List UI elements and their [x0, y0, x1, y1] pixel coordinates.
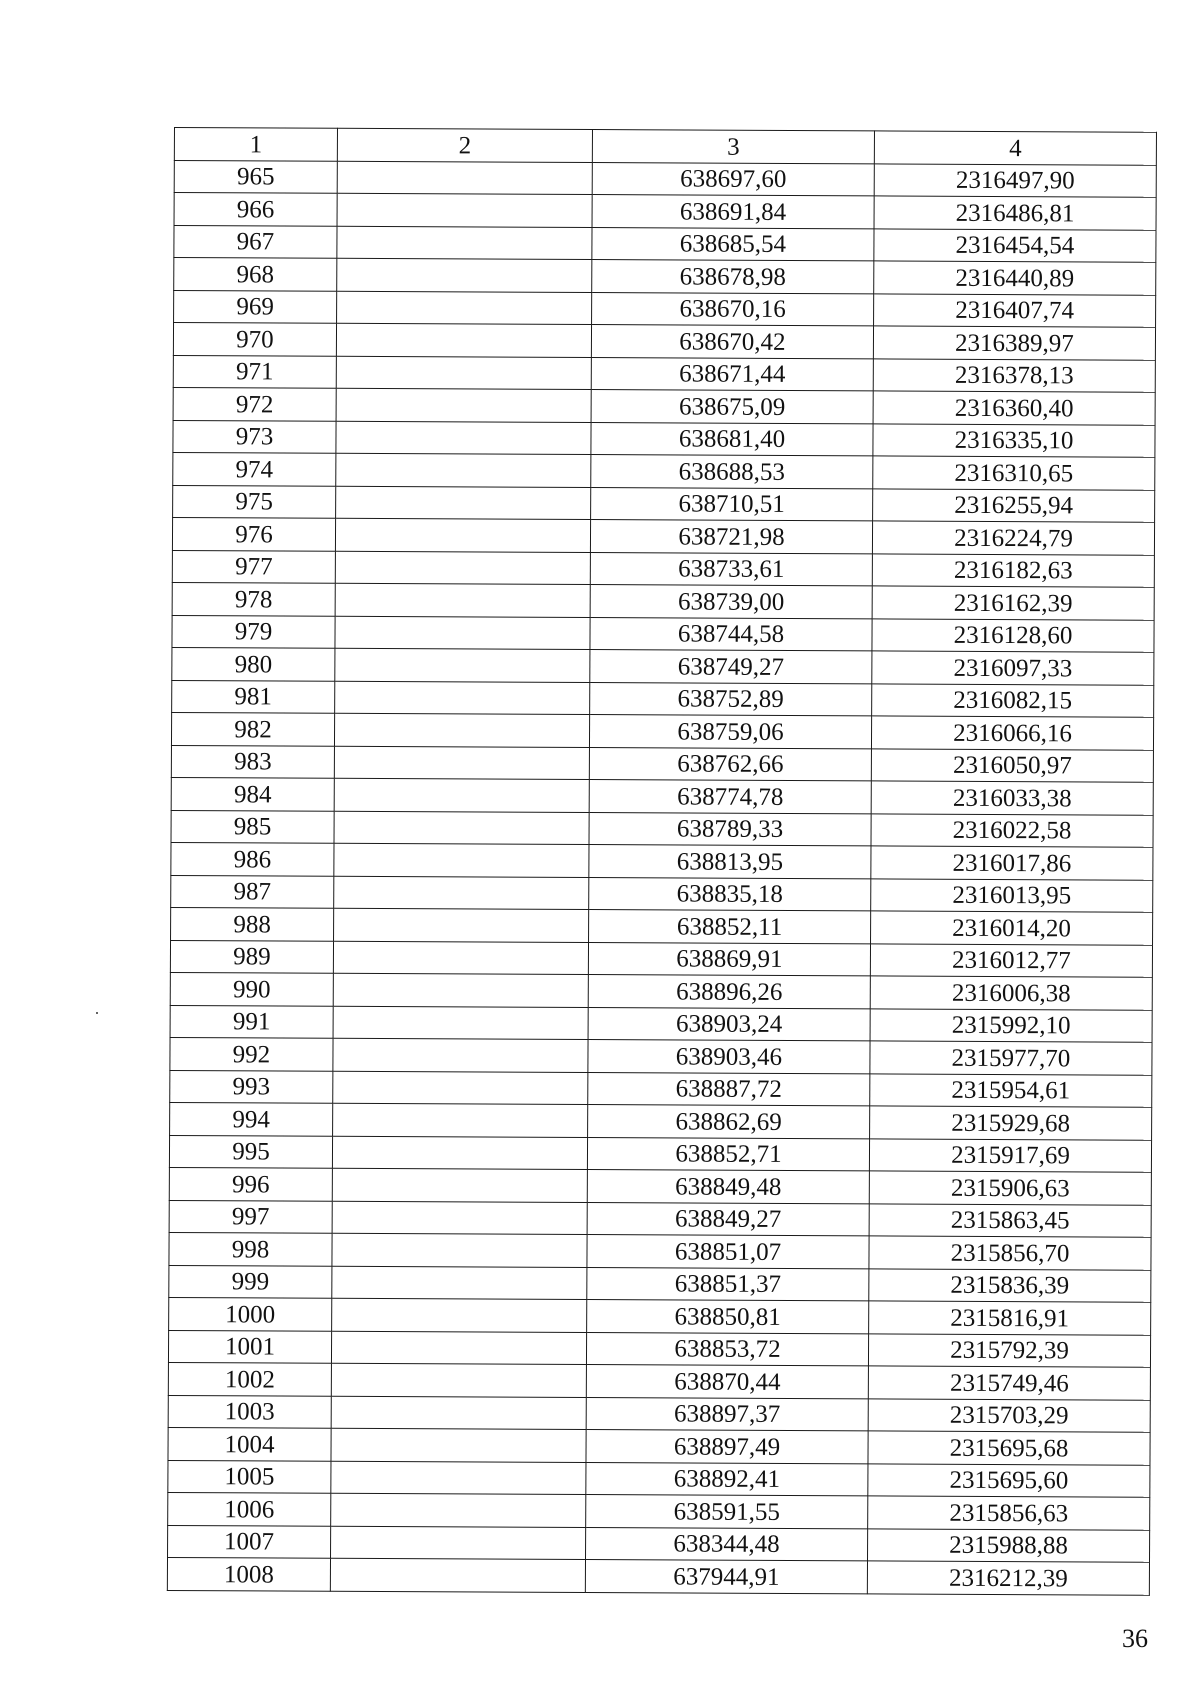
empty-cell [335, 583, 590, 617]
empty-cell [331, 1526, 586, 1560]
empty-cell [331, 1493, 586, 1527]
point-number-cell: 974 [173, 452, 336, 485]
point-number-cell: 983 [171, 745, 334, 778]
x-coordinate-cell: 638852,11 [589, 910, 871, 944]
point-number-cell: 1004 [168, 1427, 331, 1460]
x-coordinate-cell: 638744,58 [590, 617, 872, 651]
point-number-cell: 988 [171, 907, 334, 940]
table-row [174, 225, 1156, 262]
y-coordinate-cell: 2315856,70 [869, 1236, 1151, 1270]
table-row [171, 842, 1153, 879]
point-number-cell: 986 [171, 842, 334, 875]
point-number-cell: 1000 [169, 1297, 332, 1330]
empty-cell [333, 941, 588, 975]
x-coordinate-cell: 638752,89 [590, 682, 872, 716]
y-coordinate-cell: 2316022,58 [871, 813, 1153, 847]
table-row [173, 355, 1155, 392]
point-number-cell: 995 [169, 1135, 332, 1168]
y-coordinate-cell: 2315695,60 [868, 1463, 1150, 1497]
table-row [168, 1330, 1150, 1367]
y-coordinate-cell: 2316440,89 [874, 261, 1156, 295]
point-number-cell: 973 [173, 420, 336, 453]
x-coordinate-cell: 638670,16 [592, 292, 874, 326]
empty-cell [333, 1103, 588, 1137]
point-number-cell: 985 [171, 810, 334, 843]
point-number-cell: 996 [169, 1167, 332, 1200]
table-row [172, 517, 1154, 554]
point-number-cell: 1008 [167, 1557, 330, 1590]
y-coordinate-cell: 2315816,91 [869, 1301, 1151, 1335]
y-coordinate-cell: 2315703,29 [868, 1398, 1150, 1432]
y-coordinate-cell: 2316097,33 [872, 651, 1154, 685]
table-row [172, 550, 1154, 587]
x-coordinate-cell: 638344,48 [586, 1527, 868, 1561]
empty-cell [335, 551, 590, 585]
empty-cell [335, 681, 590, 715]
y-coordinate-cell: 2316454,54 [874, 228, 1156, 262]
x-coordinate-cell: 638887,72 [588, 1072, 870, 1106]
x-coordinate-cell: 638870,44 [586, 1365, 868, 1399]
empty-cell [332, 1233, 587, 1267]
y-coordinate-cell: 2316360,40 [873, 391, 1155, 425]
empty-cell [337, 258, 592, 292]
x-coordinate-cell: 638759,06 [589, 715, 871, 749]
table-row [174, 290, 1156, 327]
y-coordinate-cell: 2316012,77 [870, 943, 1152, 977]
y-coordinate-cell: 2316335,10 [873, 423, 1155, 457]
y-coordinate-cell: 2316497,90 [874, 163, 1156, 197]
scan-speck [96, 1012, 98, 1014]
table-row [169, 1135, 1151, 1172]
table-row [171, 810, 1153, 847]
x-coordinate-cell: 638691,84 [592, 195, 874, 229]
x-coordinate-cell: 638850,81 [587, 1300, 869, 1334]
y-coordinate-cell: 2316486,81 [874, 196, 1156, 230]
point-number-cell: 1003 [168, 1395, 331, 1428]
table-row [171, 907, 1153, 944]
y-coordinate-cell: 2316389,97 [873, 326, 1155, 360]
point-number-cell: 979 [172, 615, 335, 648]
x-coordinate-cell: 638749,27 [590, 650, 872, 684]
empty-cell [334, 908, 589, 942]
table-row [169, 1265, 1151, 1302]
point-number-cell: 975 [173, 485, 336, 518]
x-coordinate-cell: 638862,69 [588, 1105, 870, 1139]
table-row [170, 972, 1152, 1009]
table-row [168, 1362, 1150, 1399]
empty-cell [334, 843, 589, 877]
empty-cell [337, 291, 592, 325]
x-coordinate-cell: 638813,95 [589, 845, 871, 879]
y-coordinate-cell: 2316407,74 [874, 293, 1156, 327]
point-number-cell: 971 [173, 355, 336, 388]
table-row [168, 1460, 1150, 1497]
y-coordinate-cell: 2315992,10 [870, 1008, 1152, 1042]
empty-cell [336, 453, 591, 487]
y-coordinate-cell: 2315863,45 [869, 1203, 1151, 1237]
empty-cell [332, 1298, 587, 1332]
x-coordinate-cell: 638591,55 [586, 1495, 868, 1529]
x-coordinate-cell: 638835,18 [589, 877, 871, 911]
x-coordinate-cell: 638789,33 [589, 812, 871, 846]
x-coordinate-cell: 638685,54 [592, 227, 874, 261]
table-row [169, 1297, 1151, 1334]
empty-cell [331, 1363, 586, 1397]
table-row [172, 615, 1154, 652]
x-coordinate-cell: 637944,91 [585, 1560, 867, 1594]
table-row [169, 1200, 1151, 1237]
x-coordinate-cell: 638710,51 [591, 487, 873, 521]
point-number-cell: 982 [171, 712, 334, 745]
point-number-cell: 987 [171, 875, 334, 908]
point-number-cell: 968 [174, 258, 337, 291]
x-coordinate-cell: 638739,00 [590, 585, 872, 619]
y-coordinate-cell: 2316013,95 [871, 878, 1153, 912]
point-number-cell: 978 [172, 582, 335, 615]
y-coordinate-cell: 2315695,68 [868, 1431, 1150, 1465]
y-coordinate-cell: 2315988,88 [868, 1528, 1150, 1562]
y-coordinate-cell: 2315906,63 [869, 1171, 1151, 1205]
empty-cell [336, 388, 591, 422]
point-number-cell: 993 [170, 1070, 333, 1103]
empty-cell [336, 323, 591, 357]
x-coordinate-cell: 638849,27 [587, 1202, 869, 1236]
point-number-cell: 994 [170, 1102, 333, 1135]
table-row [171, 712, 1153, 749]
point-number-cell: 1006 [168, 1492, 331, 1525]
point-number-cell: 998 [169, 1232, 332, 1265]
empty-cell [333, 1071, 588, 1105]
point-number-cell: 1002 [168, 1362, 331, 1395]
empty-cell [331, 1331, 586, 1365]
table-row [169, 1232, 1151, 1269]
empty-cell [335, 616, 590, 650]
y-coordinate-cell: 2315954,61 [870, 1073, 1152, 1107]
table-row [168, 1427, 1150, 1464]
x-coordinate-cell: 638671,44 [591, 357, 873, 391]
table-row [174, 193, 1156, 230]
empty-cell [332, 1201, 587, 1235]
empty-cell [337, 226, 592, 260]
table-row [170, 940, 1152, 977]
y-coordinate-cell: 2316014,20 [871, 911, 1153, 945]
point-number-cell: 981 [172, 680, 335, 713]
point-number-cell: 970 [173, 323, 336, 356]
empty-cell [331, 1428, 586, 1462]
x-coordinate-cell: 638670,42 [591, 325, 873, 359]
y-coordinate-cell: 2316006,38 [870, 976, 1152, 1010]
point-number-cell: 977 [172, 550, 335, 583]
empty-cell [332, 1136, 587, 1170]
header-col-1: 1 [174, 128, 337, 161]
empty-cell [332, 1168, 587, 1202]
empty-cell [331, 1396, 586, 1430]
x-coordinate-cell: 638851,37 [587, 1267, 869, 1301]
empty-cell [331, 1461, 586, 1495]
point-number-cell: 984 [171, 777, 334, 810]
table-row [172, 647, 1154, 684]
point-number-cell: 976 [172, 517, 335, 550]
x-coordinate-cell: 638852,71 [587, 1137, 869, 1171]
y-coordinate-cell: 2315792,39 [868, 1333, 1150, 1367]
point-number-cell: 997 [169, 1200, 332, 1233]
x-coordinate-cell: 638762,66 [589, 747, 871, 781]
x-coordinate-cell: 638851,07 [587, 1235, 869, 1269]
table-row [173, 387, 1155, 424]
table-row [174, 160, 1156, 197]
table-row [174, 258, 1156, 295]
point-number-cell: 972 [173, 387, 336, 420]
table-row [170, 1005, 1152, 1042]
empty-cell [330, 1558, 585, 1592]
table-row [173, 452, 1155, 489]
coordinates-table [167, 127, 1157, 1595]
x-coordinate-cell: 638903,24 [588, 1007, 870, 1041]
x-coordinate-cell: 638853,72 [586, 1332, 868, 1366]
y-coordinate-cell: 2315917,69 [869, 1138, 1151, 1172]
table-row [167, 1557, 1149, 1594]
empty-cell [336, 421, 591, 455]
table-row [172, 680, 1154, 717]
empty-cell [335, 518, 590, 552]
y-coordinate-cell: 2315977,70 [870, 1041, 1152, 1075]
y-coordinate-cell: 2316212,39 [867, 1561, 1149, 1595]
y-coordinate-cell: 2316082,15 [872, 683, 1154, 717]
header-col-3: 3 [592, 130, 874, 164]
empty-cell [336, 356, 591, 390]
table-row [168, 1525, 1150, 1562]
point-number-cell: 989 [170, 940, 333, 973]
x-coordinate-cell: 638688,53 [591, 455, 873, 489]
point-number-cell: 1005 [168, 1460, 331, 1493]
table-row [169, 1167, 1151, 1204]
point-number-cell: 969 [174, 290, 337, 323]
x-coordinate-cell: 638892,41 [586, 1462, 868, 1496]
header-col-4: 4 [874, 131, 1156, 165]
x-coordinate-cell: 638896,26 [588, 975, 870, 1009]
point-number-cell: 1001 [168, 1330, 331, 1363]
table-body [167, 160, 1156, 1595]
empty-cell [337, 193, 592, 227]
y-coordinate-cell: 2316017,86 [871, 846, 1153, 880]
point-number-cell: 992 [170, 1037, 333, 1070]
y-coordinate-cell: 2315929,68 [870, 1106, 1152, 1140]
table-row [171, 745, 1153, 782]
y-coordinate-cell: 2316182,63 [872, 553, 1154, 587]
y-coordinate-cell: 2316033,38 [871, 781, 1153, 815]
empty-cell [334, 778, 589, 812]
table-row [173, 323, 1155, 360]
empty-cell [334, 876, 589, 910]
y-coordinate-cell: 2316050,97 [871, 748, 1153, 782]
y-coordinate-cell: 2316255,94 [873, 488, 1155, 522]
empty-cell [332, 1266, 587, 1300]
page-number: 36 [1122, 1624, 1148, 1653]
empty-cell [337, 161, 592, 195]
point-number-cell: 1007 [168, 1525, 331, 1558]
x-coordinate-cell: 638903,46 [588, 1040, 870, 1074]
point-number-cell: 967 [174, 225, 337, 258]
point-number-cell: 999 [169, 1265, 332, 1298]
table-row [171, 777, 1153, 814]
y-coordinate-cell: 2316224,79 [872, 521, 1154, 555]
table-row [171, 875, 1153, 912]
y-coordinate-cell: 2315856,63 [868, 1496, 1150, 1530]
empty-cell [333, 1006, 588, 1040]
y-coordinate-cell: 2315749,46 [868, 1366, 1150, 1400]
point-number-cell: 990 [170, 972, 333, 1005]
table-row [172, 582, 1154, 619]
y-coordinate-cell: 2316066,16 [871, 716, 1153, 750]
x-coordinate-cell: 638721,98 [590, 520, 872, 554]
x-coordinate-cell: 638697,60 [592, 162, 874, 196]
x-coordinate-cell: 638869,91 [588, 942, 870, 976]
x-coordinate-cell: 638897,37 [586, 1397, 868, 1431]
x-coordinate-cell: 638897,49 [586, 1430, 868, 1464]
x-coordinate-cell: 638678,98 [592, 260, 874, 294]
y-coordinate-cell: 2316310,65 [873, 456, 1155, 490]
empty-cell [336, 486, 591, 520]
table-row [170, 1037, 1152, 1074]
x-coordinate-cell: 638774,78 [589, 780, 871, 814]
table-row [168, 1492, 1150, 1529]
table-row [168, 1395, 1150, 1432]
y-coordinate-cell: 2316162,39 [872, 586, 1154, 620]
table-row [170, 1102, 1152, 1139]
empty-cell [334, 811, 589, 845]
header-col-2: 2 [337, 128, 592, 162]
header-row [174, 128, 1156, 165]
y-coordinate-cell: 2315836,39 [869, 1268, 1151, 1302]
table-row [170, 1070, 1152, 1107]
x-coordinate-cell: 638675,09 [591, 390, 873, 424]
empty-cell [335, 648, 590, 682]
point-number-cell: 965 [174, 160, 337, 193]
y-coordinate-cell: 2316378,13 [873, 358, 1155, 392]
empty-cell [333, 1038, 588, 1072]
x-coordinate-cell: 638681,40 [591, 422, 873, 456]
x-coordinate-cell: 638849,48 [587, 1170, 869, 1204]
empty-cell [333, 973, 588, 1007]
table-row [173, 420, 1155, 457]
table-row [173, 485, 1155, 522]
empty-cell [334, 746, 589, 780]
x-coordinate-cell: 638733,61 [590, 552, 872, 586]
point-number-cell: 980 [172, 647, 335, 680]
empty-cell [334, 713, 589, 747]
y-coordinate-cell: 2316128,60 [872, 618, 1154, 652]
point-number-cell: 966 [174, 193, 337, 226]
point-number-cell: 991 [170, 1005, 333, 1038]
